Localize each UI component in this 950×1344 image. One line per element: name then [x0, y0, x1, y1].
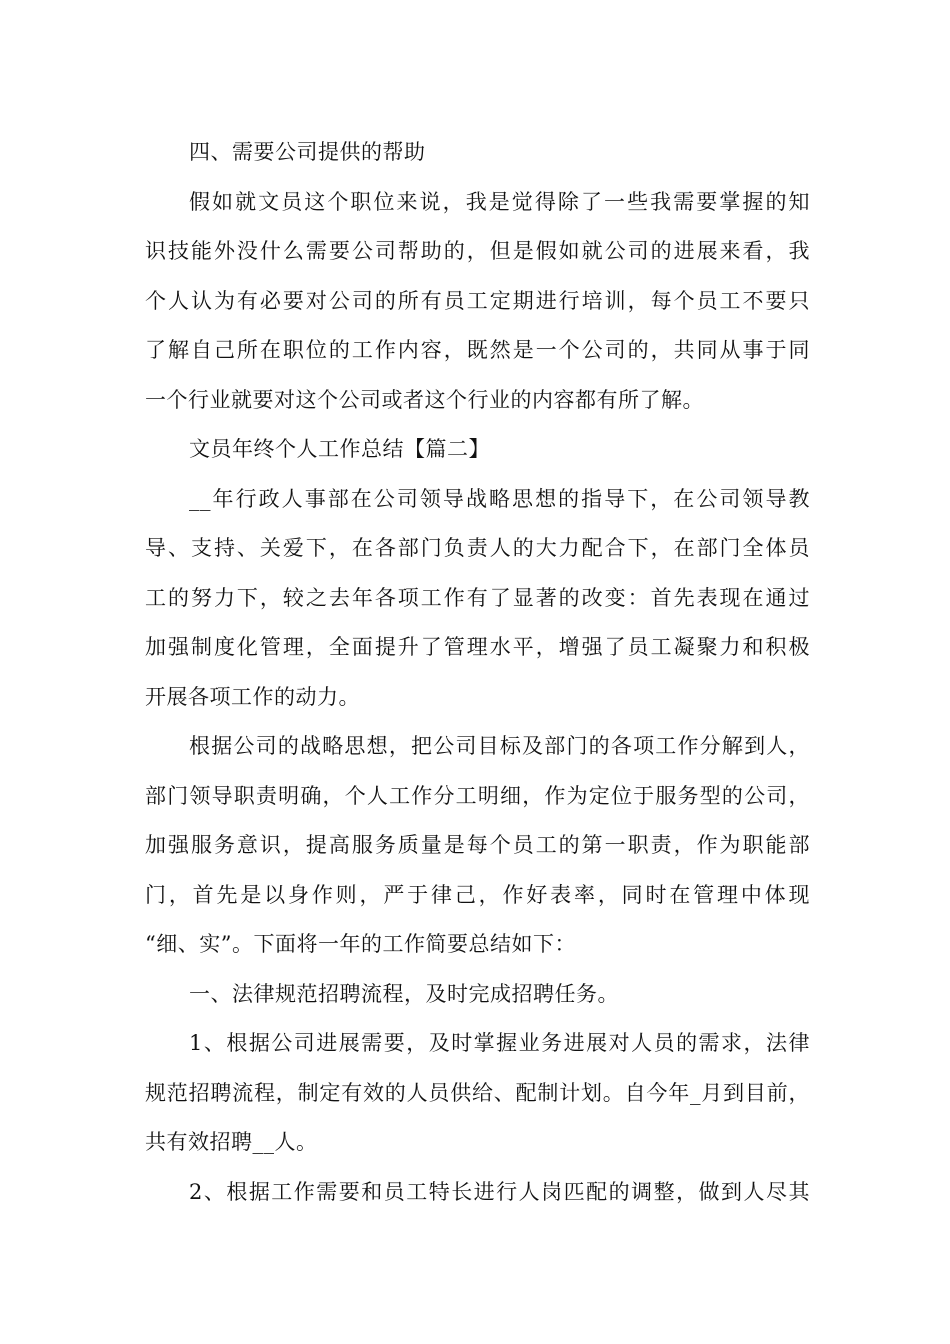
text-line: 四、需要公司提供的帮助 [189, 140, 426, 164]
text-line: 门，首先是以身作则，严于律己，作好表率，同时在管理中体现 [145, 882, 810, 907]
text-line: 文员年终个人工作总结【篇二】 [189, 437, 490, 461]
text-line: 识技能外没什么需要公司帮助的，但是假如就公司的进展来看，我 [145, 239, 810, 263]
text-line: 2、根据工作需要和员工特长进行人岗匹配的调整，做到人尽其 [189, 1179, 810, 1204]
text-line: 规范招聘流程，制定有效的人员供给、配制计划。自今年_月到目前， [145, 1080, 810, 1105]
text-line: 加强服务意识，提高服务质量是每个员工的第一职责，作为职能部 [145, 833, 810, 857]
text-line: 开展各项工作的动力。 [145, 684, 360, 709]
text-line: 了解自己所在职位的工作内容，既然是一个公司的，共同从事于同 [145, 338, 810, 362]
text-line: 假如就文员这个职位来说，我是觉得除了一些我需要掌握的知 [189, 189, 810, 214]
text-line: 部门领导职责明确，个人工作分工明细，作为定位于服务型的公司， [145, 783, 810, 808]
text-line: 一个行业就要对这个公司或者这个行业的内容都有所了解。 [145, 387, 704, 412]
text-line: 加强制度化管理，全面提升了管理水平，增强了员工凝聚力和积极 [145, 635, 810, 659]
text-line: 1、根据公司进展需要，及时掌握业务进展对人员的需求，法律 [189, 1031, 810, 1055]
text-line: 一、法律规范招聘流程，及时完成招聘任务。 [189, 981, 619, 1006]
text-line: 根据公司的战略思想，把公司目标及部门的各项工作分解到人， [189, 734, 810, 758]
document-body [145, 128, 810, 1217]
text-line: 工的努力下，较之去年各项工作有了显著的改变：首先表现在通过 [145, 585, 810, 610]
text-line: “细、实”。下面将一年的工作简要总结如下： [145, 932, 576, 956]
text-line: 共有效招聘__人。 [145, 1130, 318, 1154]
text-line: 导、支持、关爱下，在各部门负责人的大力配合下，在部门全体员 [145, 536, 810, 560]
text-line: 个人认为有必要对公司的所有员工定期进行培训，每个员工不要只 [145, 288, 810, 313]
text-line: __年行政人事部在公司领导战略思想的指导下，在公司领导教 [189, 486, 810, 511]
